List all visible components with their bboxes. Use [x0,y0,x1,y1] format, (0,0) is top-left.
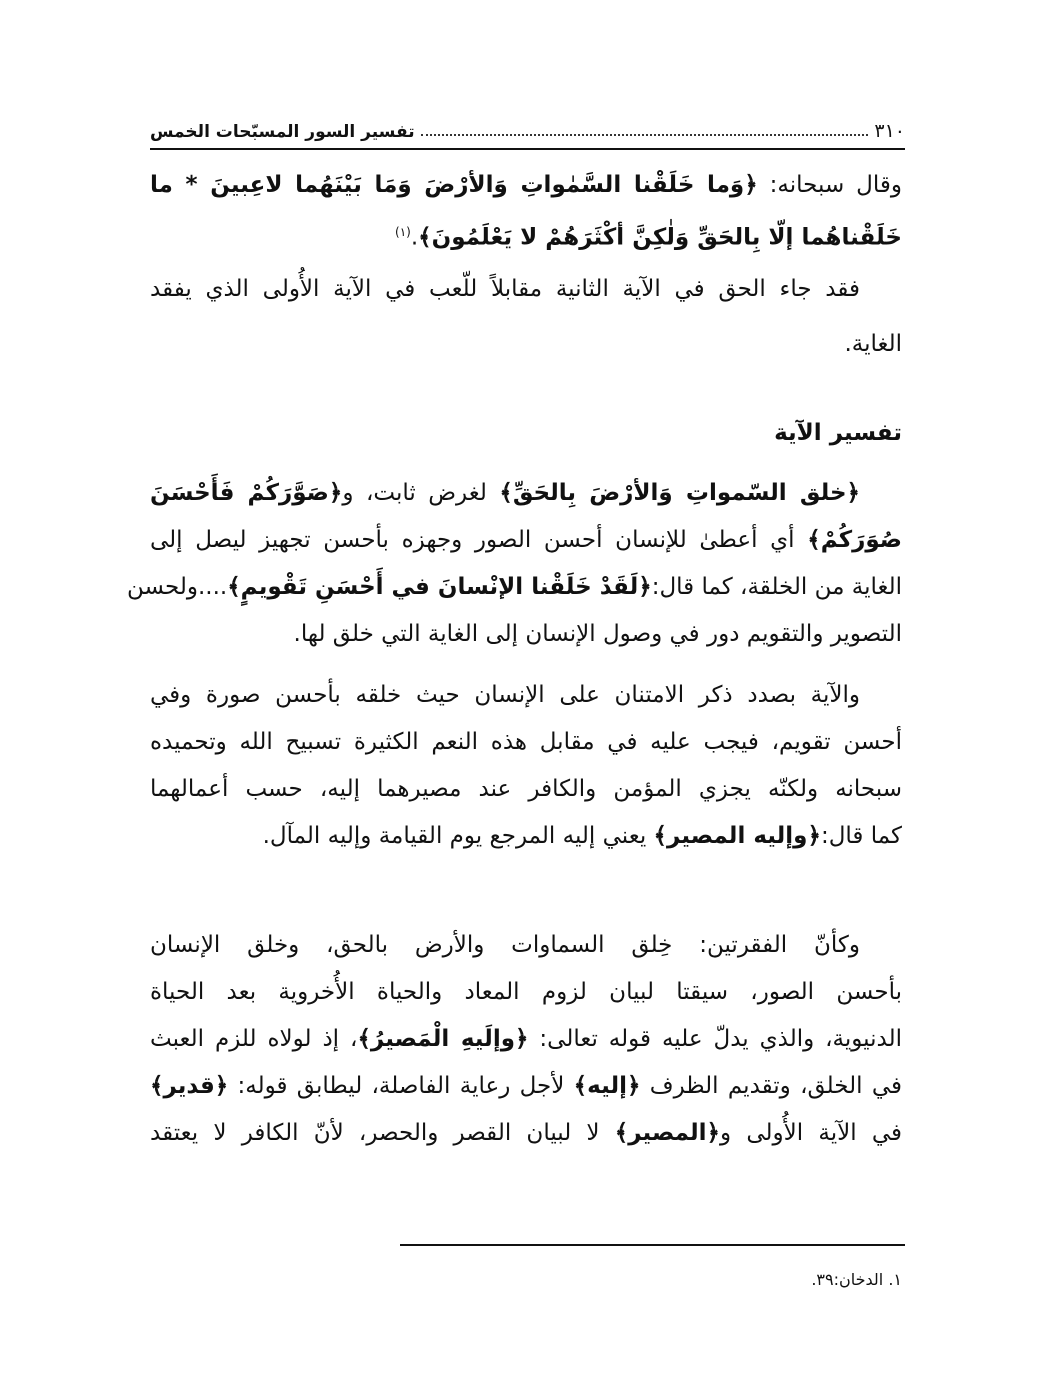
text-segment: ، إذ لولاه للزم العبث [150,1026,358,1052]
text-segment: كما قال: [820,823,902,849]
text-segment: ....ولحسن [126,574,228,600]
text-segment: بأحسن الصور، سيقتا لبيان لزوم المعاد والحياة الأُخروية بعد الحياة [150,979,902,1005]
text-line [150,517,902,564]
quran-verse: ﴿وَما خَلَقْنا السَّمٰواتِ وَالأرْضَ وَمَا بَيْنَهُما لاعِبينَ * ما [150,172,758,198]
text-segment: الغاية. [844,331,902,357]
text-segment: أحسن تقويم، فيجب عليه في مقابل هذه النعم الكثيرة تسبيح الله وتحميده [150,729,902,755]
text-segment: الدنيوية، والذي يدلّ عليه قوله تعالى: [528,1026,902,1052]
text-line [150,317,902,372]
quran-verse: صُوَرَكُمْ﴾ [807,527,902,553]
text-segment: . [410,224,419,251]
paragraph-explanation [150,262,902,372]
page-number: ٣١٠ [874,120,905,142]
quran-verse: ﴿خلق السّمواتِ وَالأرْضَ بِالحَقِّ﴾ [499,480,861,506]
footnote-rule [400,1244,905,1246]
text-line [150,1016,902,1063]
quran-verse: ﴿صَوَّرَكُمْ فَأَحْسَنَ [150,480,343,506]
text-segment: لا لبيان القصر والحصر، لأنّ الكافر لا يعتقد [150,1120,615,1146]
text-segment: فقد جاء الحق في الآية الثانية مقابلاً للّعب في الآية الأُولى الذي يفقد [150,276,860,302]
text-segment: التصوير والتقويم دور في وصول الإنسان إلى الغاية التي خلق لها. [293,621,902,647]
footnote: ١. الدخان:٣٩. [811,1270,902,1289]
text-line [150,470,902,517]
section-heading: تفسير الآية [774,420,902,446]
running-header [150,112,905,142]
quran-verse: خَلَقْناهُما إلّا بِالحَقِّ وَلٰكِنَّ أكْثَرَهُمْ لا يَعْلَمُونَ﴾ [418,224,902,251]
text-line [150,162,902,209]
header-rule [150,148,905,150]
text-segment: وقال سبحانه: [757,172,902,198]
paragraph-quran-quote [150,162,902,262]
text-line [150,766,902,813]
text-segment: والآية بصدد ذكر الامتنان على الإنسان حيث خلقه بأحسن صورة وفي [150,682,860,708]
text-line [150,672,902,719]
text-segment: لغرض ثابت، و [342,480,500,506]
text-line [150,719,902,766]
text-segment: في الخلق، وتقديم الظرف [640,1073,902,1099]
text-line [150,611,902,658]
quran-verse: ﴿لَقَدْ خَلَقْنا الإنْسانَ في أَحْسَنِ تَقْويمٍ﴾ [227,574,652,600]
paragraph-tafsir [126,470,902,658]
text-segment: وكأنّ الفقرتين: خِلق السماوات والأرض بالحق، وخلق الإنسان [150,932,860,958]
book-title: تفسير السور المسبّحات الخمس [150,122,415,142]
quran-verse: ﴿وإليه المصير﴾ [653,823,821,849]
quran-verse: ﴿قدير﴾ [150,1073,229,1099]
quran-verse: ﴿إليه﴾ [573,1073,641,1099]
text-line [150,813,902,860]
text-line [150,1063,902,1110]
paragraph-gratitude [150,672,902,860]
dotted-leader [421,134,869,136]
text-segment: في الآية الأُولى و [720,1120,902,1146]
text-line [150,969,902,1016]
text-segment: سبحانه ولكنّه يجزي المؤمن والكافر عند مصيرهما إليه، حسب أعمالهما [150,776,902,802]
text-line [150,262,902,317]
text-segment: لأجل رعاية الفاصلة، ليطابق قوله: [228,1073,574,1099]
paragraph-resurrection [150,922,902,1157]
text-segment: أي أعطىٰ للإنسان أحسن الصور وجهزه بأحسن تجهيز ليصل إلى [150,527,808,553]
quran-verse: ﴿المصير﴾ [614,1120,721,1146]
text-line [150,1110,902,1157]
quran-verse: ﴿وإلَيهِ الْمَصيرُ﴾ [357,1026,529,1052]
text-segment: يعني إليه المرجع يوم القيامة وإليه المآل. [262,823,654,849]
text-segment: الغاية من الخلقة، كما قال: [651,574,902,600]
footnote-marker: (١) [395,225,411,239]
text-line [150,922,902,969]
text-line [150,209,902,262]
text-line [126,564,902,611]
